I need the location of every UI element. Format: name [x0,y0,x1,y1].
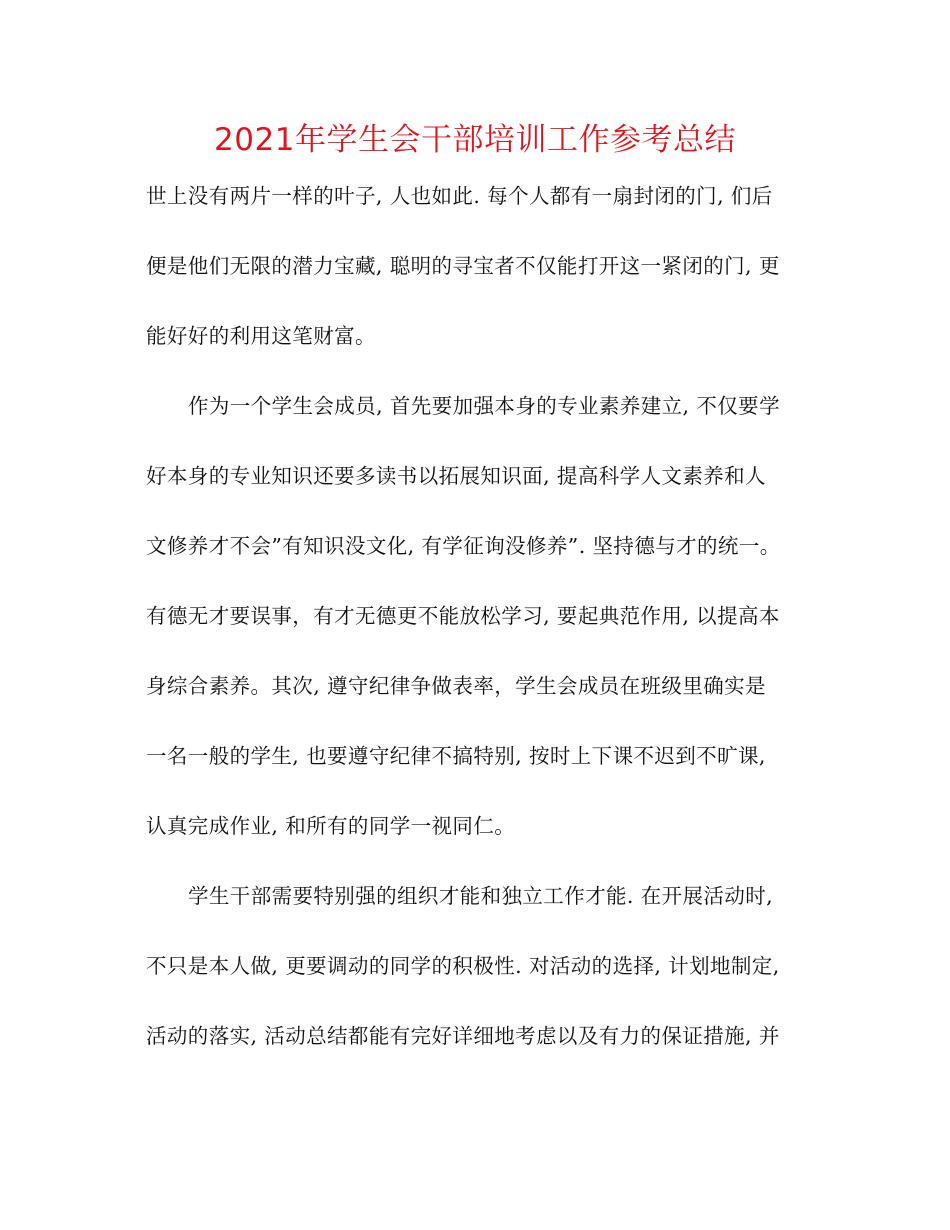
document-body [146,172,816,1082]
text-line: 活动的落实, 活动总结都能有完好详细地考虑以及有力的保证措施, 并 [146,1024,780,1048]
text-line: 好本身的专业知识还要多读书以拓展知识面, 提高科学人文素养和人 [146,464,766,488]
text-line: 身综合素养。其次, 遵守纪律争做表率，学生会成员在班级里确实是 [146,674,766,698]
text-line: 不只是本人做, 更要调动的同学的积极性. 对活动的选择, 计划地制定, [146,954,780,978]
text-line: 便是他们无限的潜力宝藏, 聪明的寻宝者不仅能打开这一紧闭的门, 更 [146,254,780,278]
text-line: 能好好的利用这笔财富。 [146,324,376,348]
text-line: 文修养才不会”有知识没文化, 有学征询没修养”. 坚持德与才的统一。 [146,534,781,558]
text-line: 有德无才要误事，有才无德更不能放松学习, 要起典范作用, 以提高本 [146,604,780,628]
text-line: 认真完成作业, 和所有的同学一视同仁。 [146,814,516,838]
text-line: 一名一般的学生, 也要遵守纪律不搞特别, 按时上下课不迟到不旷课, [146,744,766,768]
paragraph-first-line: 学生干部需要特别强的组织才能和独立工作才能. 在开展活动时, [188,884,774,908]
document-title: 2021年学生会干部培训工作参考总结 [214,122,736,158]
text-line: 世上没有两片一样的叶子, 人也如此. 每个人都有一扇封闭的门, 们后 [146,184,773,208]
paragraph-first-line: 作为一个学生会成员, 首先要加强本身的专业素养建立, 不仅要学 [188,394,780,418]
